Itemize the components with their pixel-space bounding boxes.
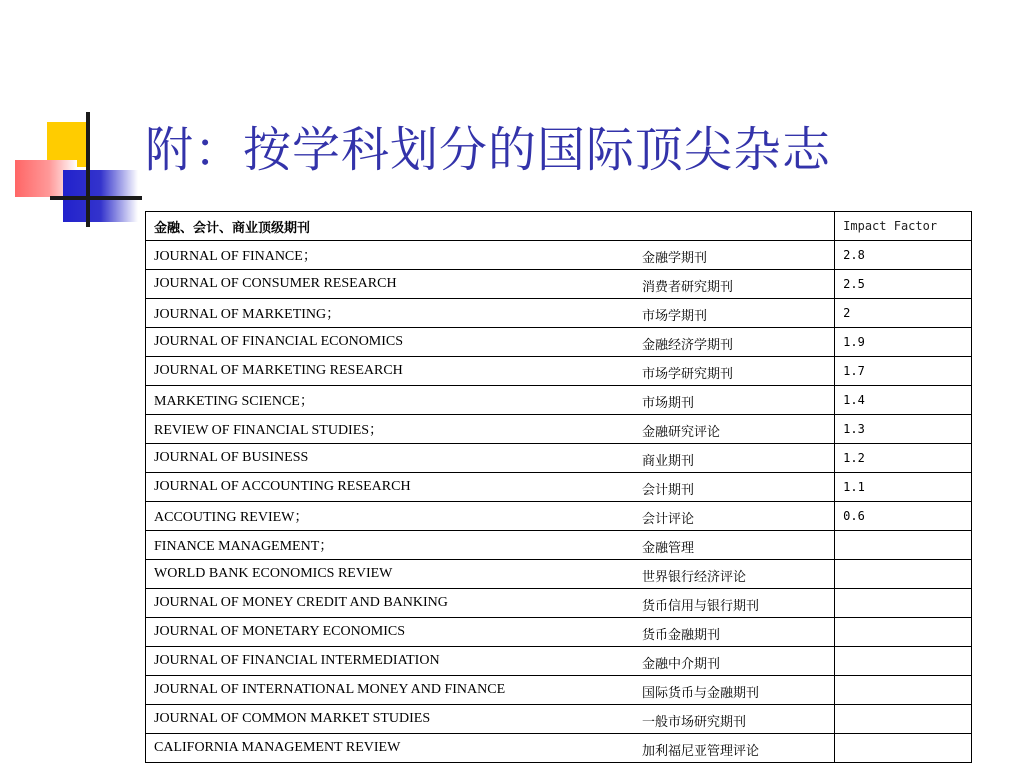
slide-title: 附：按学科划分的国际顶尖杂志 bbox=[145, 122, 832, 178]
journal-chinese-name: 会计期刊 bbox=[642, 483, 695, 498]
impact-factor-cell bbox=[835, 676, 972, 705]
journal-english-name: JOURNAL OF ACCOUNTING RESEARCH bbox=[154, 479, 411, 494]
journal-chinese-name: 市场学研究期刊 bbox=[642, 367, 734, 382]
journal-chinese-name: 金融经济学期刊 bbox=[642, 338, 734, 353]
decor-vertical-line bbox=[86, 112, 90, 227]
journal-name-cell bbox=[146, 705, 835, 734]
impact-factor-cell: 2.5 bbox=[835, 270, 972, 299]
impact-factor-cell bbox=[835, 647, 972, 676]
journal-name-cell bbox=[146, 328, 835, 357]
impact-factor-cell: 2 bbox=[835, 299, 972, 328]
journal-english-name: JOURNAL OF FINANCIAL ECONOMICS bbox=[154, 334, 404, 349]
table-row bbox=[146, 444, 972, 473]
journal-chinese-name: 市场学期刊 bbox=[642, 309, 708, 324]
impact-factor-cell: 0.6 bbox=[835, 502, 972, 531]
impact-factor-cell: 1.2 bbox=[835, 444, 972, 473]
journal-name-cell bbox=[146, 676, 835, 705]
impact-factor-cell: 2.8 bbox=[835, 241, 972, 270]
journal-english-name: FINANCE MANAGEMENT； bbox=[154, 539, 334, 554]
table-row bbox=[146, 560, 972, 589]
impact-factor-cell bbox=[835, 531, 972, 560]
journal-chinese-name: 会计评论 bbox=[642, 512, 695, 527]
impact-factor-cell bbox=[835, 560, 972, 589]
journal-name-cell bbox=[146, 473, 835, 502]
journal-chinese-name: 商业期刊 bbox=[642, 454, 695, 469]
table-row bbox=[146, 386, 972, 415]
journal-name-cell bbox=[146, 299, 835, 328]
table-row bbox=[146, 647, 972, 676]
impact-factor-cell bbox=[835, 589, 972, 618]
journal-table bbox=[145, 211, 972, 763]
impact-factor-cell: 1.3 bbox=[835, 415, 972, 444]
journal-chinese-name: 加利福尼亚管理评论 bbox=[642, 744, 760, 759]
journal-chinese-name: 货币信用与银行期刊 bbox=[642, 599, 760, 614]
impact-factor-cell bbox=[835, 734, 972, 763]
journal-english-name: JOURNAL OF MARKETING； bbox=[154, 307, 341, 322]
journal-english-name: JOURNAL OF CONSUMER RESEARCH bbox=[154, 276, 397, 291]
journal-english-name: MARKETING SCIENCE； bbox=[154, 394, 314, 409]
journal-chinese-name: 金融研究评论 bbox=[642, 425, 721, 440]
table-row bbox=[146, 357, 972, 386]
journal-english-name: JOURNAL OF INTERNATIONAL MONEY AND FINANCE bbox=[154, 682, 506, 697]
journal-name-cell bbox=[146, 647, 835, 676]
table-row bbox=[146, 589, 972, 618]
table-row bbox=[146, 618, 972, 647]
journal-name-cell bbox=[146, 560, 835, 589]
table-row bbox=[146, 676, 972, 705]
journal-name-cell bbox=[146, 589, 835, 618]
table-row bbox=[146, 415, 972, 444]
impact-factor-cell bbox=[835, 705, 972, 734]
journal-english-name: ACCOUTING REVIEW； bbox=[154, 510, 309, 525]
journal-english-name: JOURNAL OF MONETARY ECONOMICS bbox=[154, 624, 406, 639]
journal-chinese-name: 金融管理 bbox=[642, 541, 695, 556]
journal-english-name: REVIEW OF FINANCIAL STUDIES； bbox=[154, 423, 384, 438]
journal-english-name: JOURNAL OF COMMON MARKET STUDIES bbox=[154, 711, 431, 726]
journal-name-cell bbox=[146, 386, 835, 415]
journal-english-name: JOURNAL OF FINANCIAL INTERMEDIATION bbox=[154, 653, 440, 668]
journal-chinese-name: 国际货币与金融期刊 bbox=[642, 686, 760, 701]
journal-chinese-name: 金融学期刊 bbox=[642, 251, 708, 266]
table-row bbox=[146, 299, 972, 328]
table-row bbox=[146, 270, 972, 299]
journal-chinese-name: 一般市场研究期刊 bbox=[642, 715, 747, 730]
impact-factor-cell: 1.1 bbox=[835, 473, 972, 502]
table-row bbox=[146, 328, 972, 357]
header-category: 金融、会计、商业顶级期刊 bbox=[146, 212, 835, 241]
journal-english-name: JOURNAL OF FINANCE； bbox=[154, 249, 317, 264]
table-row bbox=[146, 734, 972, 763]
journal-chinese-name: 货币金融期刊 bbox=[642, 628, 721, 643]
impact-factor-cell: 1.9 bbox=[835, 328, 972, 357]
table-row bbox=[146, 473, 972, 502]
journal-english-name: CALIFORNIA MANAGEMENT REVIEW bbox=[154, 740, 401, 755]
journal-name-cell bbox=[146, 531, 835, 560]
impact-factor-cell: 1.7 bbox=[835, 357, 972, 386]
journal-english-name: JOURNAL OF MARKETING RESEARCH bbox=[154, 363, 403, 378]
journal-chinese-name: 市场期刊 bbox=[642, 396, 695, 411]
journal-name-cell bbox=[146, 415, 835, 444]
journal-name-cell bbox=[146, 444, 835, 473]
journal-name-cell bbox=[146, 618, 835, 647]
journal-name-cell bbox=[146, 357, 835, 386]
table-row bbox=[146, 502, 972, 531]
impact-factor-cell: 1.4 bbox=[835, 386, 972, 415]
journal-name-cell bbox=[146, 270, 835, 299]
table-header-row bbox=[146, 212, 972, 241]
journal-english-name: JOURNAL OF MONEY CREDIT AND BANKING bbox=[154, 595, 448, 610]
journal-name-cell bbox=[146, 502, 835, 531]
table-row bbox=[146, 241, 972, 270]
table-row bbox=[146, 705, 972, 734]
journal-name-cell bbox=[146, 241, 835, 270]
journal-english-name: WORLD BANK ECONOMICS REVIEW bbox=[154, 566, 393, 581]
impact-factor-cell bbox=[835, 618, 972, 647]
decor-horizontal-line bbox=[50, 196, 142, 200]
journal-name-cell bbox=[146, 734, 835, 763]
journal-chinese-name: 世界银行经济评论 bbox=[642, 570, 747, 585]
journal-english-name: JOURNAL OF BUSINESS bbox=[154, 450, 309, 465]
journal-chinese-name: 消费者研究期刊 bbox=[642, 280, 734, 295]
journal-chinese-name: 金融中介期刊 bbox=[642, 657, 721, 672]
table-row bbox=[146, 531, 972, 560]
header-impact-factor: Impact Factor bbox=[835, 212, 972, 241]
